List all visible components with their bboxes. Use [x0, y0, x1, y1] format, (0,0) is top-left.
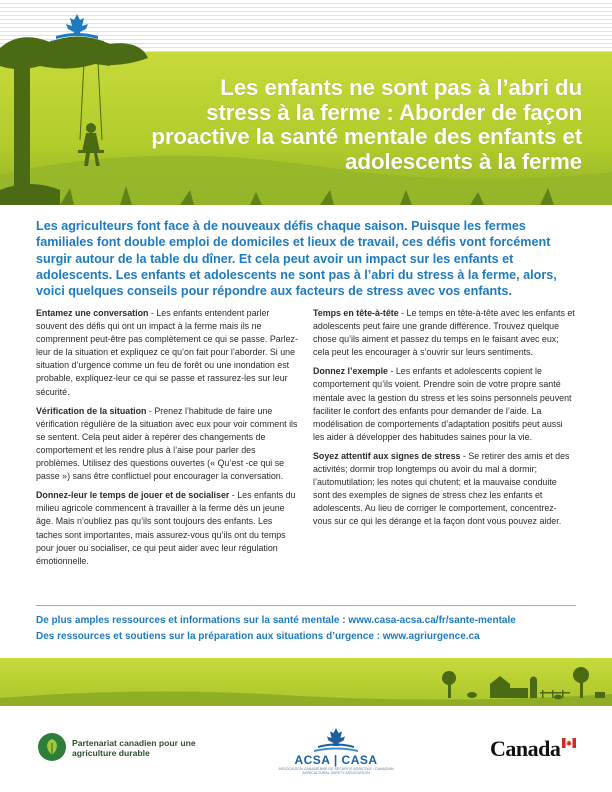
- tip-body: - Les enfants du milieu agricole commencent à travailler à la ferme dès un jeune âge. Mais n’oubliez pas qu’ils sont toujours des enfants. Les taches sont importantes, mais assurez-vous qu’ils ont du temps pour jouer ou socialiser, ce qui peut aider avec leur régulation émotionnelle.: [36, 490, 296, 566]
- acsa-maple-leaf-icon: [276, 726, 396, 754]
- tip-item: [36, 489, 298, 568]
- tip-item: [313, 307, 575, 359]
- page-title: Les enfants ne sont pas à l’abri du stress à la ferme : Aborder de façon proactive la santé mentale des enfants et adolescents à la ferme: [151, 75, 582, 174]
- mental-health-resources-link[interactable]: De plus amples ressources et informations sur la santé mentale : www.casa-acsa.ca/fr/sante-mentale: [36, 615, 516, 626]
- tip-body: - Le temps en tête-à-tête avec les enfants et adolescents peut faire une grande différence. Trouvez quelque chose qu’ils aiment et passez du temps en le faisant avec eux; cela peut les encourager à s’ouvrir sur leurs sentiments.: [313, 308, 575, 358]
- canada-wordmark-logo: [490, 734, 580, 764]
- tip-body: - Les enfants entendent parler souvent des défis qui ont un impact à la ferme mais ils ne comprennent peut-être pas complètement ce qui se passe. Parlez-leur de la situation et expliquez ce qu’on fait pour l’aborder. Si une situation d’urgence comme un feu de forêt ou une inondation est probable, expliquez-leur ce qui se passe et rassurez-les sur leur sécurité.: [36, 308, 298, 397]
- tip-heading: Vérification de la situation: [36, 405, 147, 416]
- emergency-resources-link[interactable]: Des ressources et soutiens sur la préparation aux situations d’urgence : www.agriurgence.ca: [36, 631, 480, 642]
- tip-heading: Temps en tête-à-tête: [313, 308, 399, 318]
- footer-banner: [0, 658, 612, 706]
- tip-item: [313, 365, 575, 444]
- acsa-logo-subtext: ASSOCIATION CANADIENNE DE SÉCURITÉ AGRICOLE / CANADIAN AGRICULTURAL SAFETY ASSOCIATION: [278, 767, 394, 776]
- tip-body: - Prenez l’habitude de faire une vérification régulière de la situation avec eux pour voir comment ils se sentent. Cela peut aider à repérer des changements de comportement et les rendre plus à l’aise pour parler des problèmes. Utilisez des questions ouvertes (« Qu’est -ce qui se passe ») sans être conflictuel pour encourager la conversation.: [36, 405, 298, 482]
- tip-item: [313, 450, 575, 529]
- tip-item: [36, 405, 298, 484]
- intro-paragraph: Les agriculteurs font face à de nouveaux défis chaque saison. Puisque les fermes familiales font double emploi de domiciles et lieux de travail, ces défis vont forcément surgir autour de la table du dîner. Et cela peut avoir un impact sur les enfants et adolescents. Les enfants et adolescents ne sont pas à l’abri du stress à la ferme, alors, voici quelques conseils pour répondre aux facteurs de stress avec vos enfants.: [36, 219, 557, 299]
- cap-logo-icon: [38, 733, 66, 761]
- divider: [36, 605, 576, 606]
- canada-wordmark: Canada: [490, 736, 561, 761]
- acsa-logo-text: ACSA | CASA: [294, 753, 378, 767]
- cap-logo-text: Partenariat canadien pour une agriculture durable: [72, 738, 196, 758]
- cap-partnership-logo: [38, 733, 208, 763]
- tip-body: - Se retirer des amis et des activités; dormir trop longtemps ou avoir du mal à dormir; l’automutilation; les notes qui chutent; et la mauvaise conduite sont des exemples de signes de stress chez les enfants et adolescents. Au lieu de corriger le comportement, concentrez-vous sur ce qui les dérange et la façon dont vous pouvez aider.: [313, 450, 570, 527]
- farm-silhouette-illustration: [0, 658, 612, 706]
- tips-column-left: [36, 307, 298, 574]
- acsa-casa-logo: [276, 726, 396, 776]
- tips-column-right: [313, 307, 575, 535]
- tip-heading: Entamez une conversation: [36, 308, 149, 318]
- tip-body: - Les enfants et adolescents copient le comportement qu’ils voient. Prendre soin de votre propre santé mentale avec la gestion du stress et les soins personnels peuvent faciliter le confort des enfants pour demander de l’aide. La modélisation de comportements d’adaptation positifs peut aussi les aider à développer des habitudes saines pour la vie.: [313, 366, 572, 442]
- resources-block: [36, 613, 596, 645]
- tip-heading: Donnez l’exemple: [313, 366, 388, 377]
- canada-flag-icon: [562, 738, 576, 748]
- tip-heading: Soyez attentif aux signes de stress: [313, 450, 461, 461]
- tip-item: [36, 307, 298, 399]
- header-banner: [0, 0, 612, 205]
- tip-heading: Donnez-leur le temps de jouer et de socialiser: [36, 490, 230, 501]
- swing-child-silhouette-icon: [78, 62, 104, 166]
